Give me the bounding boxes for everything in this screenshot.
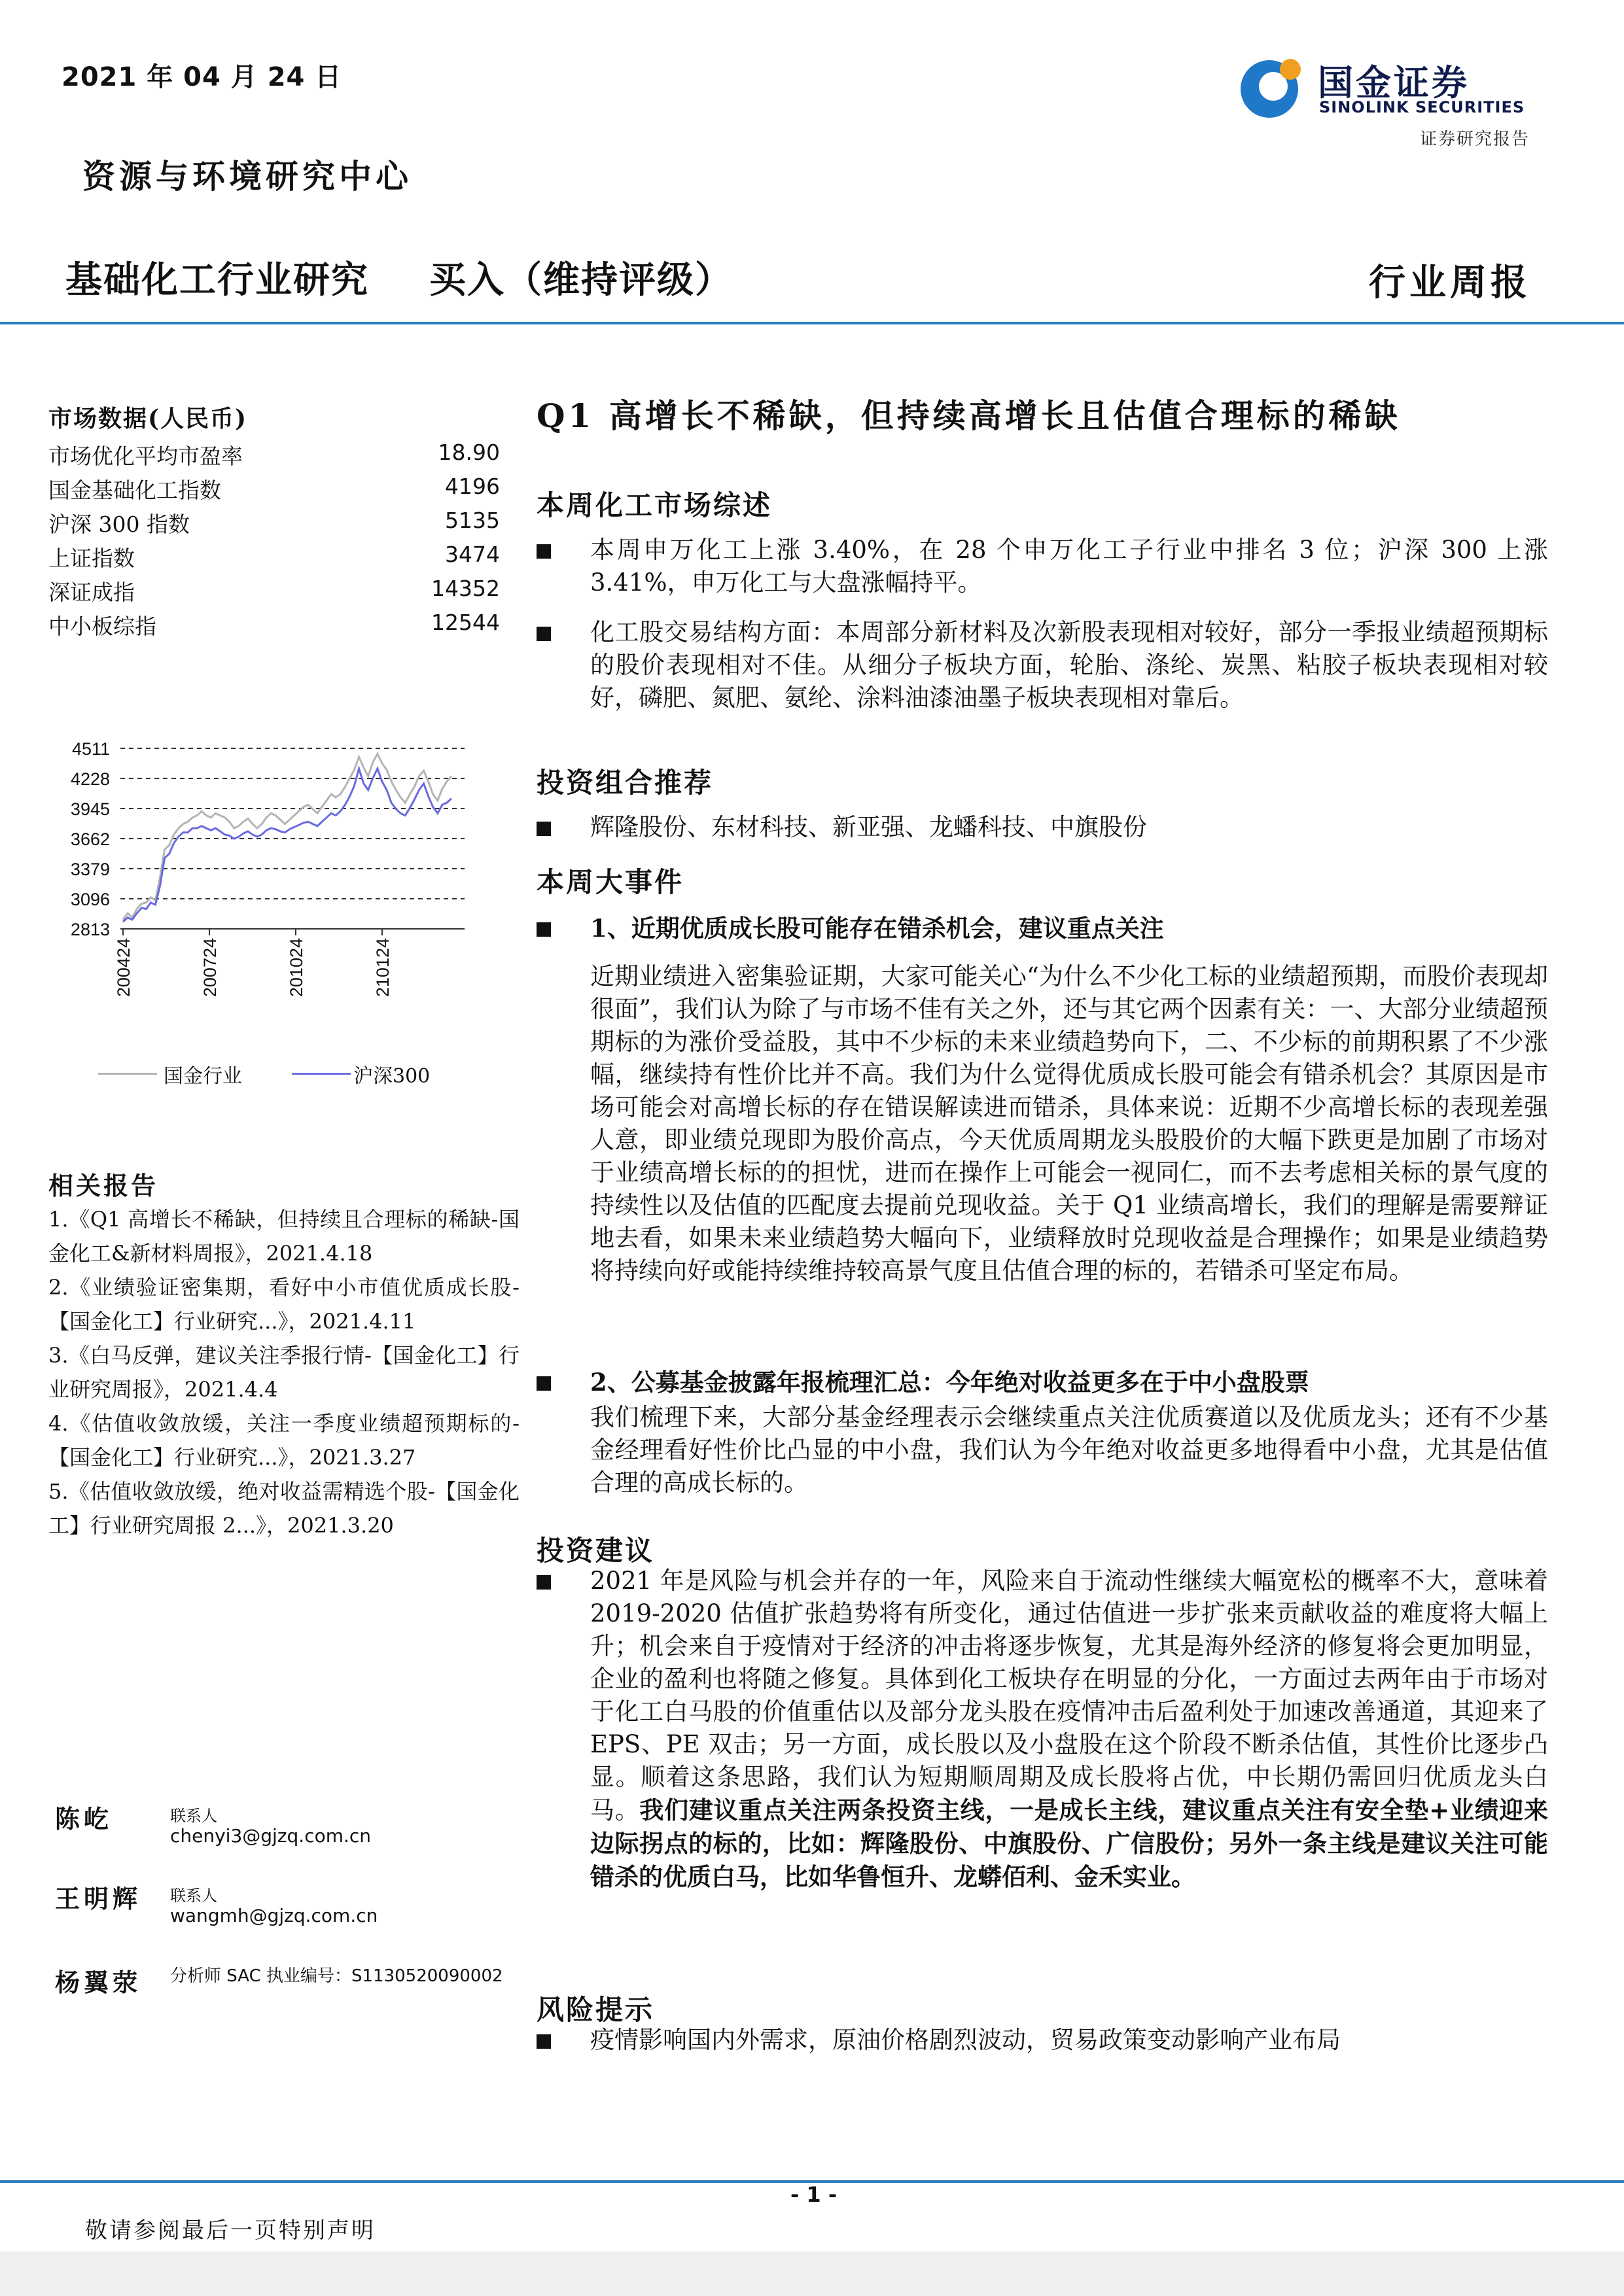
bullet-square-icon: [537, 822, 551, 836]
market-row-label: 国金基础化工指数: [48, 478, 221, 503]
market-row: [48, 440, 500, 475]
market-row-value: 5135: [445, 508, 500, 533]
rating-label: 买入（维持评级）: [429, 259, 733, 302]
contact-name: 陈屹: [55, 1804, 113, 1834]
event-2-body: 我们梳理下来，大部分基金经理表示会继续重点关注优质赛道以及优质龙头；还有不少基金经理看好性价比凸显的中小盘，我们认为今年绝对收益更多地得看中小盘，尤其是估值合理的高成长标的。: [590, 1403, 1548, 1497]
document-type: 行业周报: [1369, 261, 1531, 304]
market-row-value: 4196: [445, 474, 500, 499]
x-tick-label: 201024: [287, 938, 306, 998]
market-row-label: 深证成指: [48, 580, 135, 605]
related-report-item[interactable]: 3.《白马反弹，建议关注季报行情-【国金化工】行业研究周报》，2021.4.4: [48, 1343, 520, 1402]
market-review-bullet: 化工股交易结构方面：本周部分新材料及次新股表现相对较好，部分一季报业绩超预期标的股价表现相对不佳。从细分子板块方面，轮胎、涤纶、炭黑、粘胶子板块表现相对较好，磷肥、氮肥、氨纶、涂料油漆油墨子板块表现相对靠后。: [590, 618, 1548, 712]
report-category: 证券研究报告: [1420, 130, 1530, 149]
bullet-square-icon: [537, 544, 551, 559]
market-row: [48, 610, 500, 645]
legend-label-hs300: 沪深300: [353, 1065, 431, 1088]
contact-email[interactable]: chenyi3@gjzq.com.cn: [170, 1825, 372, 1847]
portfolio-bullet: 辉隆股份、东材科技、新亚强、龙蟠科技、中旗股份: [590, 813, 1147, 841]
event-1-body: 近期业绩进入密集验证期，大家可能关心“为什么不少化工标的业绩超预期，而股价表现却很面”，我们认为除了与市场不佳有关之外，还与其它两个因素有关：一、大部分业绩超预期标的为涨价受益股，其中不少标的未来业绩趋势向下，二、不少标的前期积累了不少涨幅，继续持有性价比并不高。我们为什么觉得优质成长股可能会有错杀机会？其原因是市场可能会对高增长标的存在错误解读进而错杀，具体来说：近期不少高增长标的表现差强人意，即业绩兑现即为股价高点，今天优质周期龙头股股价的大幅下跌更是加剧了市场对于业绩高增长标的的担忧，进而在操作上可能会一视同仁，而不去考虑相关标的景气度的持续性以及估值的匹配度去提前兑现收益。关于 Q1 业绩高增长，我们的理解是需要辩证地去看，如果未来业绩趋势大幅向下，业绩释放时兑现收益是合理操作；如果是业绩趋势将持续向好或能持续维持较高景气度且估值合理的标的，若错杀可坚定布局。: [590, 962, 1548, 1285]
disclaimer-note: 敬请参阅最后一页特别声明: [85, 2218, 376, 2244]
risk-bullet: 疫情影响国内外需求，原油价格剧烈波动，贸易政策变动影响产业布局: [590, 2026, 1341, 2054]
y-tick-label: 4228: [70, 769, 110, 789]
market-row: [48, 542, 500, 577]
market-row-label: 中小板综指: [48, 614, 156, 639]
page-number: - 1 -: [790, 2182, 838, 2207]
market-row-value: 3474: [445, 542, 500, 567]
related-report-item[interactable]: 1.《Q1 高增长不稀缺，但持续且合理标的稀缺-国金化工&新材料周报》，2021.4.18: [48, 1207, 520, 1266]
advice-highlight: 我们建议重点关注两条投资主线，一是成长主线，建议重点关注有安全垫+业绩迎来边际拐点的标的，比如：辉隆股份、中旗股份、广信股份；另外一条主线是建议关注可能错杀的优质白马，比如华鲁恒升、龙蟒佰利、金禾实业。: [590, 1796, 1549, 1891]
contact-email[interactable]: wangmh@gjzq.com.cn: [170, 1905, 378, 1926]
event-2-title: 2、公募基金披露年报梳理汇总：今年绝对收益更多在于中小盘股票: [590, 1368, 1309, 1397]
related-report-item[interactable]: 5.《估值收敛放缓，绝对收益需精选个股-【国金化工】行业研究周报 2...》，2021.3.20: [48, 1479, 520, 1538]
related-report-item[interactable]: 2.《业绩验证密集期，看好中小市值优质成长股-【国金化工】行业研究...》，2021.4.11: [48, 1275, 520, 1334]
contact-role: 联系人: [170, 1807, 217, 1825]
market-row: [48, 576, 500, 611]
market-data-title: 市场数据(人民币): [48, 405, 248, 432]
y-tick-label: 3662: [70, 829, 110, 849]
y-tick-label: 4511: [71, 739, 110, 759]
market-row-value: 12544: [431, 610, 500, 635]
y-tick-label: 3945: [70, 799, 110, 819]
market-row-value: 18.90: [438, 440, 500, 465]
footer-band: [0, 2252, 1624, 2296]
market-row-label: 市场优化平均市盈率: [48, 444, 243, 469]
section-heading-market-review: 本周化工市场综述: [537, 489, 773, 521]
related-report-item[interactable]: 4.《估值收敛放缓，关注一季度业绩超预期标的-【国金化工】行业研究...》，2021.3.27: [48, 1411, 520, 1470]
related-reports-title: 相关报告: [48, 1171, 159, 1200]
market-row-value: 14352: [431, 576, 500, 601]
x-tick-label: 200724: [200, 938, 220, 998]
index-line-chart: [48, 726, 520, 1092]
section-heading-events: 本周大事件: [537, 866, 684, 898]
x-tick-label: 210124: [373, 938, 393, 998]
section-heading-portfolio: 投资组合推荐: [537, 767, 714, 799]
legend-swatch-hs300: [292, 1073, 351, 1075]
event-1-title: 1、近期优质成长股可能存在错杀机会，建议重点关注: [590, 914, 1164, 943]
industry-title: 基础化工行业研究: [65, 259, 369, 302]
contact-card-cut-off: [55, 1958, 513, 1997]
bullet-square-icon: [537, 1376, 551, 1391]
logo-name-en: SINOLINK SECURITIES: [1319, 98, 1525, 116]
contact-name: 王明辉: [55, 1884, 142, 1913]
bullet-square-icon: [537, 1575, 551, 1590]
market-row-label: 上证指数: [48, 546, 135, 571]
bullet-square-icon: [537, 627, 551, 641]
header-divider: [0, 322, 1624, 324]
market-review-bullet: 本周申万化工上涨 3.40%，在 28 个申万化工子行业中排名 3 位；沪深 300 上涨 3.41%，申万化工与大盘涨幅持平。: [590, 536, 1548, 597]
report-title: Q1 高增长不稀缺，但持续高增长且估值合理标的稀缺: [537, 396, 1401, 435]
bullet-square-icon: [537, 922, 551, 937]
y-tick-label: 2813: [70, 920, 110, 939]
y-tick-label: 3096: [70, 890, 110, 909]
market-row: [48, 508, 500, 543]
report-date: 2021 年 04 月 24 日: [62, 62, 342, 92]
contact-info: 分析师 SAC 执业编号：S1130520090002: [170, 1966, 503, 1986]
y-tick-label: 3379: [70, 860, 110, 879]
x-tick-label: 200424: [114, 938, 133, 998]
market-row: [48, 474, 500, 509]
section-heading-risk: 风险提示: [537, 1994, 655, 2026]
contact-name: 杨翼荥: [55, 1968, 142, 1997]
legend-label-industry: 国金行业: [164, 1065, 242, 1088]
section-heading-advice: 投资建议: [537, 1535, 655, 1567]
company-logo: [1235, 52, 1549, 124]
logo-name-cn: 国金证券: [1318, 62, 1470, 103]
market-row-label: 沪深 300 指数: [48, 512, 190, 537]
legend-swatch-industry: [98, 1073, 157, 1075]
research-center: 资源与环境研究中心: [82, 157, 412, 196]
logo-mark-icon: [1235, 52, 1314, 124]
bullet-square-icon: [537, 2034, 551, 2049]
advice-body: [590, 1565, 1548, 1894]
advice-text: 2021 年是风险与机会并存的一年，风险来自于流动性继续大幅宽松的概率不大，意味着 2019-2020 估值扩张趋势将有所变化，通过估值进一步扩张来贡献收益的难度将大幅上升；机会来自于疫情对于经济的冲击将逐步恢复，尤其是海外经济的修复将会更加明显，企业的盈利也将随之修复。具体到化工板块存在明显的分化，一方面过去两年由于市场对于化工白马股的价值重估以及部分龙头股在疫情冲击后盈利处于加速改善通道，其迎来了 EPS、PE 双击；另一方面，成长股以及小盘股在这个阶段不断杀估值，其性价比逐步凸显。顺着这条思路，我们认为短期顺周期及成长股将占优，中长期仍需回归优质龙头白马。: [590, 1567, 1548, 1824]
contact-role: 联系人: [170, 1887, 217, 1905]
